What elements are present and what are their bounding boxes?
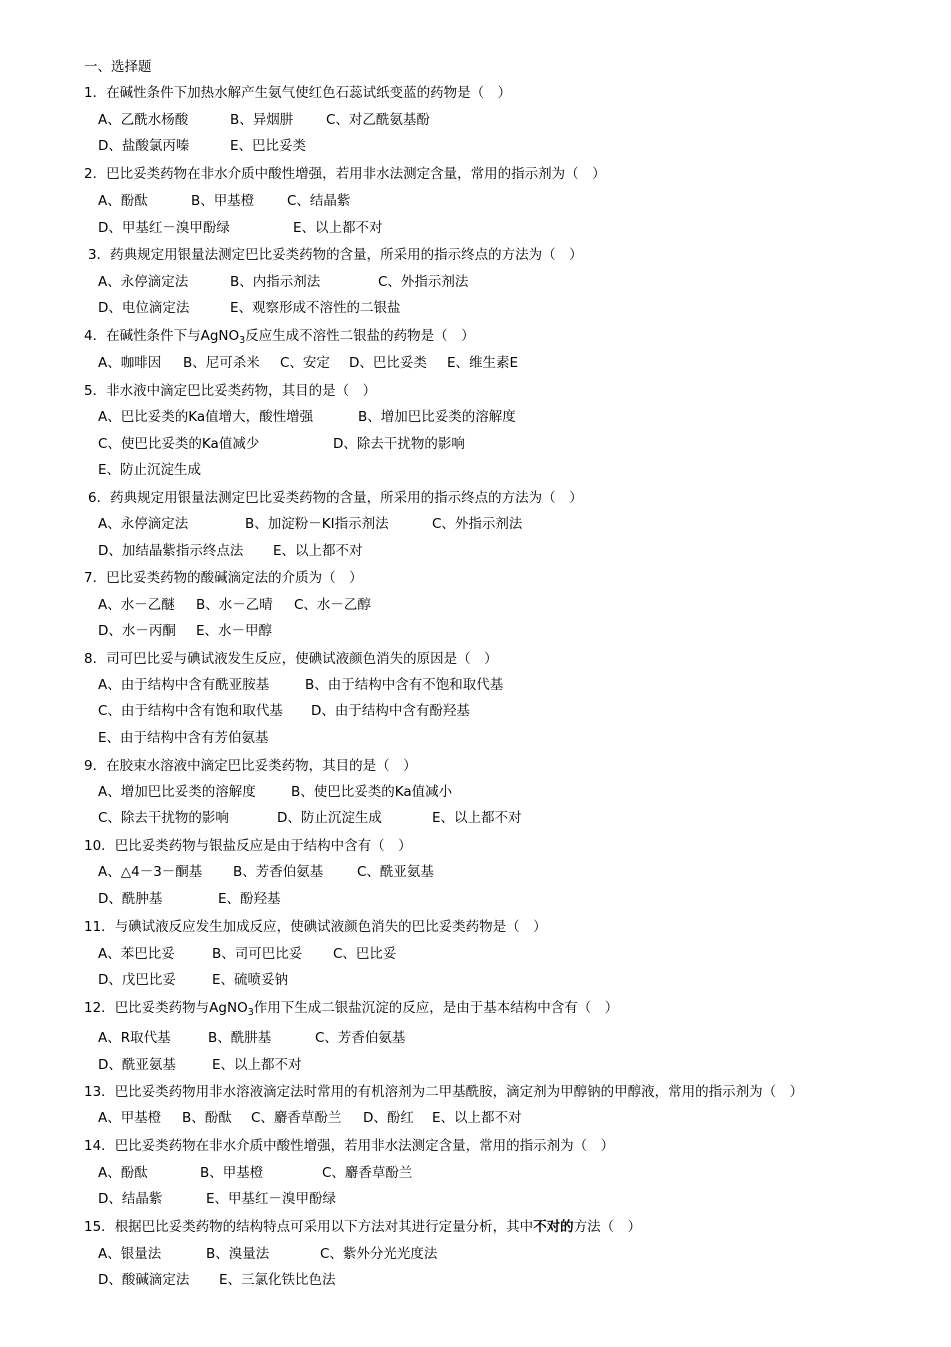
- option-c: C、麝香草酚兰: [251, 1110, 342, 1126]
- option-a: A、R取代基: [98, 1030, 171, 1046]
- option-a: A、由于结构中含有酰亚胺基: [98, 677, 270, 693]
- option-e: E、以上都不对: [273, 543, 363, 559]
- question-stem: 8．司可巴比妥与碘试液发生反应，使碘试液颜色消失的原因是（ ）: [84, 651, 498, 667]
- question-stem: 9．在胶束水溶液中滴定巴比妥类药物，其目的是（ ）: [84, 758, 417, 774]
- option-a: A、△4－3－酮基: [98, 864, 203, 880]
- option-d: D、酰肿基: [98, 891, 163, 907]
- option-c: C、对乙酰氨基酚: [326, 112, 430, 128]
- option-a: A、乙酰水杨酸: [98, 112, 189, 128]
- option-a: A、咖啡因: [98, 355, 162, 371]
- option-b: B、使巴比妥类的Ka值减小: [291, 784, 453, 800]
- option-e: E、甲基红－溴甲酚绿: [206, 1191, 337, 1207]
- option-e: E、以上都不对: [212, 1057, 302, 1073]
- question-stem: 4．在碱性条件下与AgNO$_3$反应生成不溶性二银盐的药物是（ ）: [84, 328, 475, 346]
- question-stem: 12．巴比妥类药物与AgNO$_3$作用下生成二银盐沉淀的反应，是由于基本结构中含有（ ）: [84, 1000, 619, 1018]
- option-b: B、甲基橙: [191, 193, 255, 209]
- option-d: D、加结晶紫指示终点法: [98, 543, 244, 559]
- option-d: D、酰亚氨基: [98, 1057, 176, 1073]
- question-stem: 6．药典规定用银量法测定巴比妥类药物的含量，所采用的指示终点的方法为（ ）: [88, 490, 583, 506]
- option-c: C、外指示剂法: [378, 274, 469, 290]
- question-stem: 1．在碱性条件下加热水解产生氨气使红色石蕊试纸变蓝的药物是（ ）: [84, 85, 512, 101]
- option-c: C、水－乙醇: [294, 597, 371, 613]
- question-stem: 3．药典规定用银量法测定巴比妥类药物的含量，所采用的指示终点的方法为（ ）: [88, 247, 583, 263]
- option-b: B、加淀粉－KI指示剂法: [245, 516, 389, 532]
- question-stem: 7．巴比妥类药物的酸碱滴定法的介质为（ ）: [84, 570, 363, 586]
- option-b: B、甲基橙: [200, 1165, 264, 1181]
- option-c: C、巴比妥: [333, 946, 397, 962]
- option-d: D、由于结构中含有酚羟基: [311, 703, 470, 719]
- option-c: C、由于结构中含有饱和取代基: [98, 703, 283, 719]
- option-c: C、结晶紫: [287, 193, 351, 209]
- option-b: B、增加巴比妥类的溶解度: [358, 409, 516, 425]
- option-b: B、溴量法: [206, 1246, 270, 1262]
- option-d: D、酸碱滴定法: [98, 1272, 190, 1288]
- option-a: A、酚酞: [98, 193, 148, 209]
- question-stem: 13．巴比妥类药物用非水溶液滴定法时常用的有机溶剂为二甲基酰胺，滴定剂为甲醇钠的甲醇液，常用的指示剂为（ ）: [84, 1084, 804, 1100]
- option-a: A、甲基橙: [98, 1110, 162, 1126]
- option-c: C、紫外分光光度法: [320, 1246, 438, 1262]
- option-b: B、芳香伯氨基: [233, 864, 324, 880]
- option-a: A、水－乙醚: [98, 597, 175, 613]
- option-c: C、安定: [280, 355, 330, 371]
- option-e: E、由于结构中含有芳伯氨基: [98, 730, 269, 746]
- option-b: B、异烟肼: [230, 112, 294, 128]
- option-c: C、除去干扰物的影响: [98, 810, 229, 826]
- option-e: E、以上都不对: [293, 220, 383, 236]
- option-e: E、酚羟基: [218, 891, 281, 907]
- option-c: C、外指示剂法: [432, 516, 523, 532]
- option-a: A、苯巴比妥: [98, 946, 175, 962]
- question-stem: 14．巴比妥类药物在非水介质中酸性增强，若用非水法测定含量，常用的指示剂为（ ）: [84, 1138, 615, 1154]
- question-stem: 11．与碘试液反应发生加成反应，使碘试液颜色消失的巴比妥类药物是（ ）: [84, 919, 547, 935]
- option-e: E、以上都不对: [432, 810, 522, 826]
- option-e: E、以上都不对: [432, 1110, 522, 1126]
- option-e: E、防止沉淀生成: [98, 462, 202, 478]
- option-b: B、水－乙晴: [196, 597, 273, 613]
- section-title: 一、选择题: [84, 59, 152, 75]
- option-b: B、酚酞: [182, 1110, 232, 1126]
- option-a: A、酚酞: [98, 1165, 148, 1181]
- option-a: A、永停滴定法: [98, 274, 189, 290]
- option-e: E、水－甲醇: [196, 623, 273, 639]
- option-d: D、防止沉淀生成: [277, 810, 382, 826]
- option-e: E、观察形成不溶性的二银盐: [230, 300, 401, 316]
- option-a: A、增加巴比妥类的溶解度: [98, 784, 256, 800]
- question-stem: 2．巴比妥类药物在非水介质中酸性增强，若用非水法测定含量，常用的指示剂为（ ）: [84, 166, 606, 182]
- option-b: B、尼可杀米: [183, 355, 260, 371]
- option-b: B、内指示剂法: [230, 274, 321, 290]
- option-d: D、结晶紫: [98, 1191, 163, 1207]
- option-d: D、戊巴比妥: [98, 972, 176, 988]
- option-e: E、硫喷妥钠: [212, 972, 289, 988]
- option-d: D、电位滴定法: [98, 300, 190, 316]
- option-b: B、由于结构中含有不饱和取代基: [305, 677, 504, 693]
- option-c: C、使巴比妥类的Ka值减少: [98, 436, 260, 452]
- option-d: D、盐酸氯丙嗪: [98, 138, 190, 154]
- option-d: D、除去干扰物的影响: [333, 436, 465, 452]
- option-e: E、三氯化铁比色法: [219, 1272, 336, 1288]
- option-a: A、巴比妥类的Ka值增大，酸性增强: [98, 409, 314, 425]
- option-d: D、水－丙酮: [98, 623, 176, 639]
- option-b: B、司可巴比妥: [212, 946, 303, 962]
- option-e: E、巴比妥类: [230, 138, 307, 154]
- option-c: C、麝香草酚兰: [322, 1165, 413, 1181]
- option-c: C、酰亚氨基: [357, 864, 434, 880]
- option-d: D、巴比妥类: [349, 355, 427, 371]
- option-c: C、芳香伯氨基: [315, 1030, 406, 1046]
- question-stem: 15．根据巴比妥类药物的结构特点可采用以下方法对其进行定量分析，其中不对的方法（ ）: [84, 1219, 642, 1235]
- option-a: A、银量法: [98, 1246, 162, 1262]
- option-e: E、维生素E: [447, 355, 519, 371]
- question-stem: 10．巴比妥类药物与银盐反应是由于结构中含有（ ）: [84, 838, 412, 854]
- option-d: D、酚红: [363, 1110, 414, 1126]
- option-b: B、酰肼基: [208, 1030, 272, 1046]
- option-a: A、永停滴定法: [98, 516, 189, 532]
- question-stem: 5．非水液中滴定巴比妥类药物，其目的是（ ）: [84, 383, 377, 399]
- option-d: D、甲基红－溴甲酚绿: [98, 220, 230, 236]
- emphasis-text: 不对的: [533, 1219, 574, 1235]
